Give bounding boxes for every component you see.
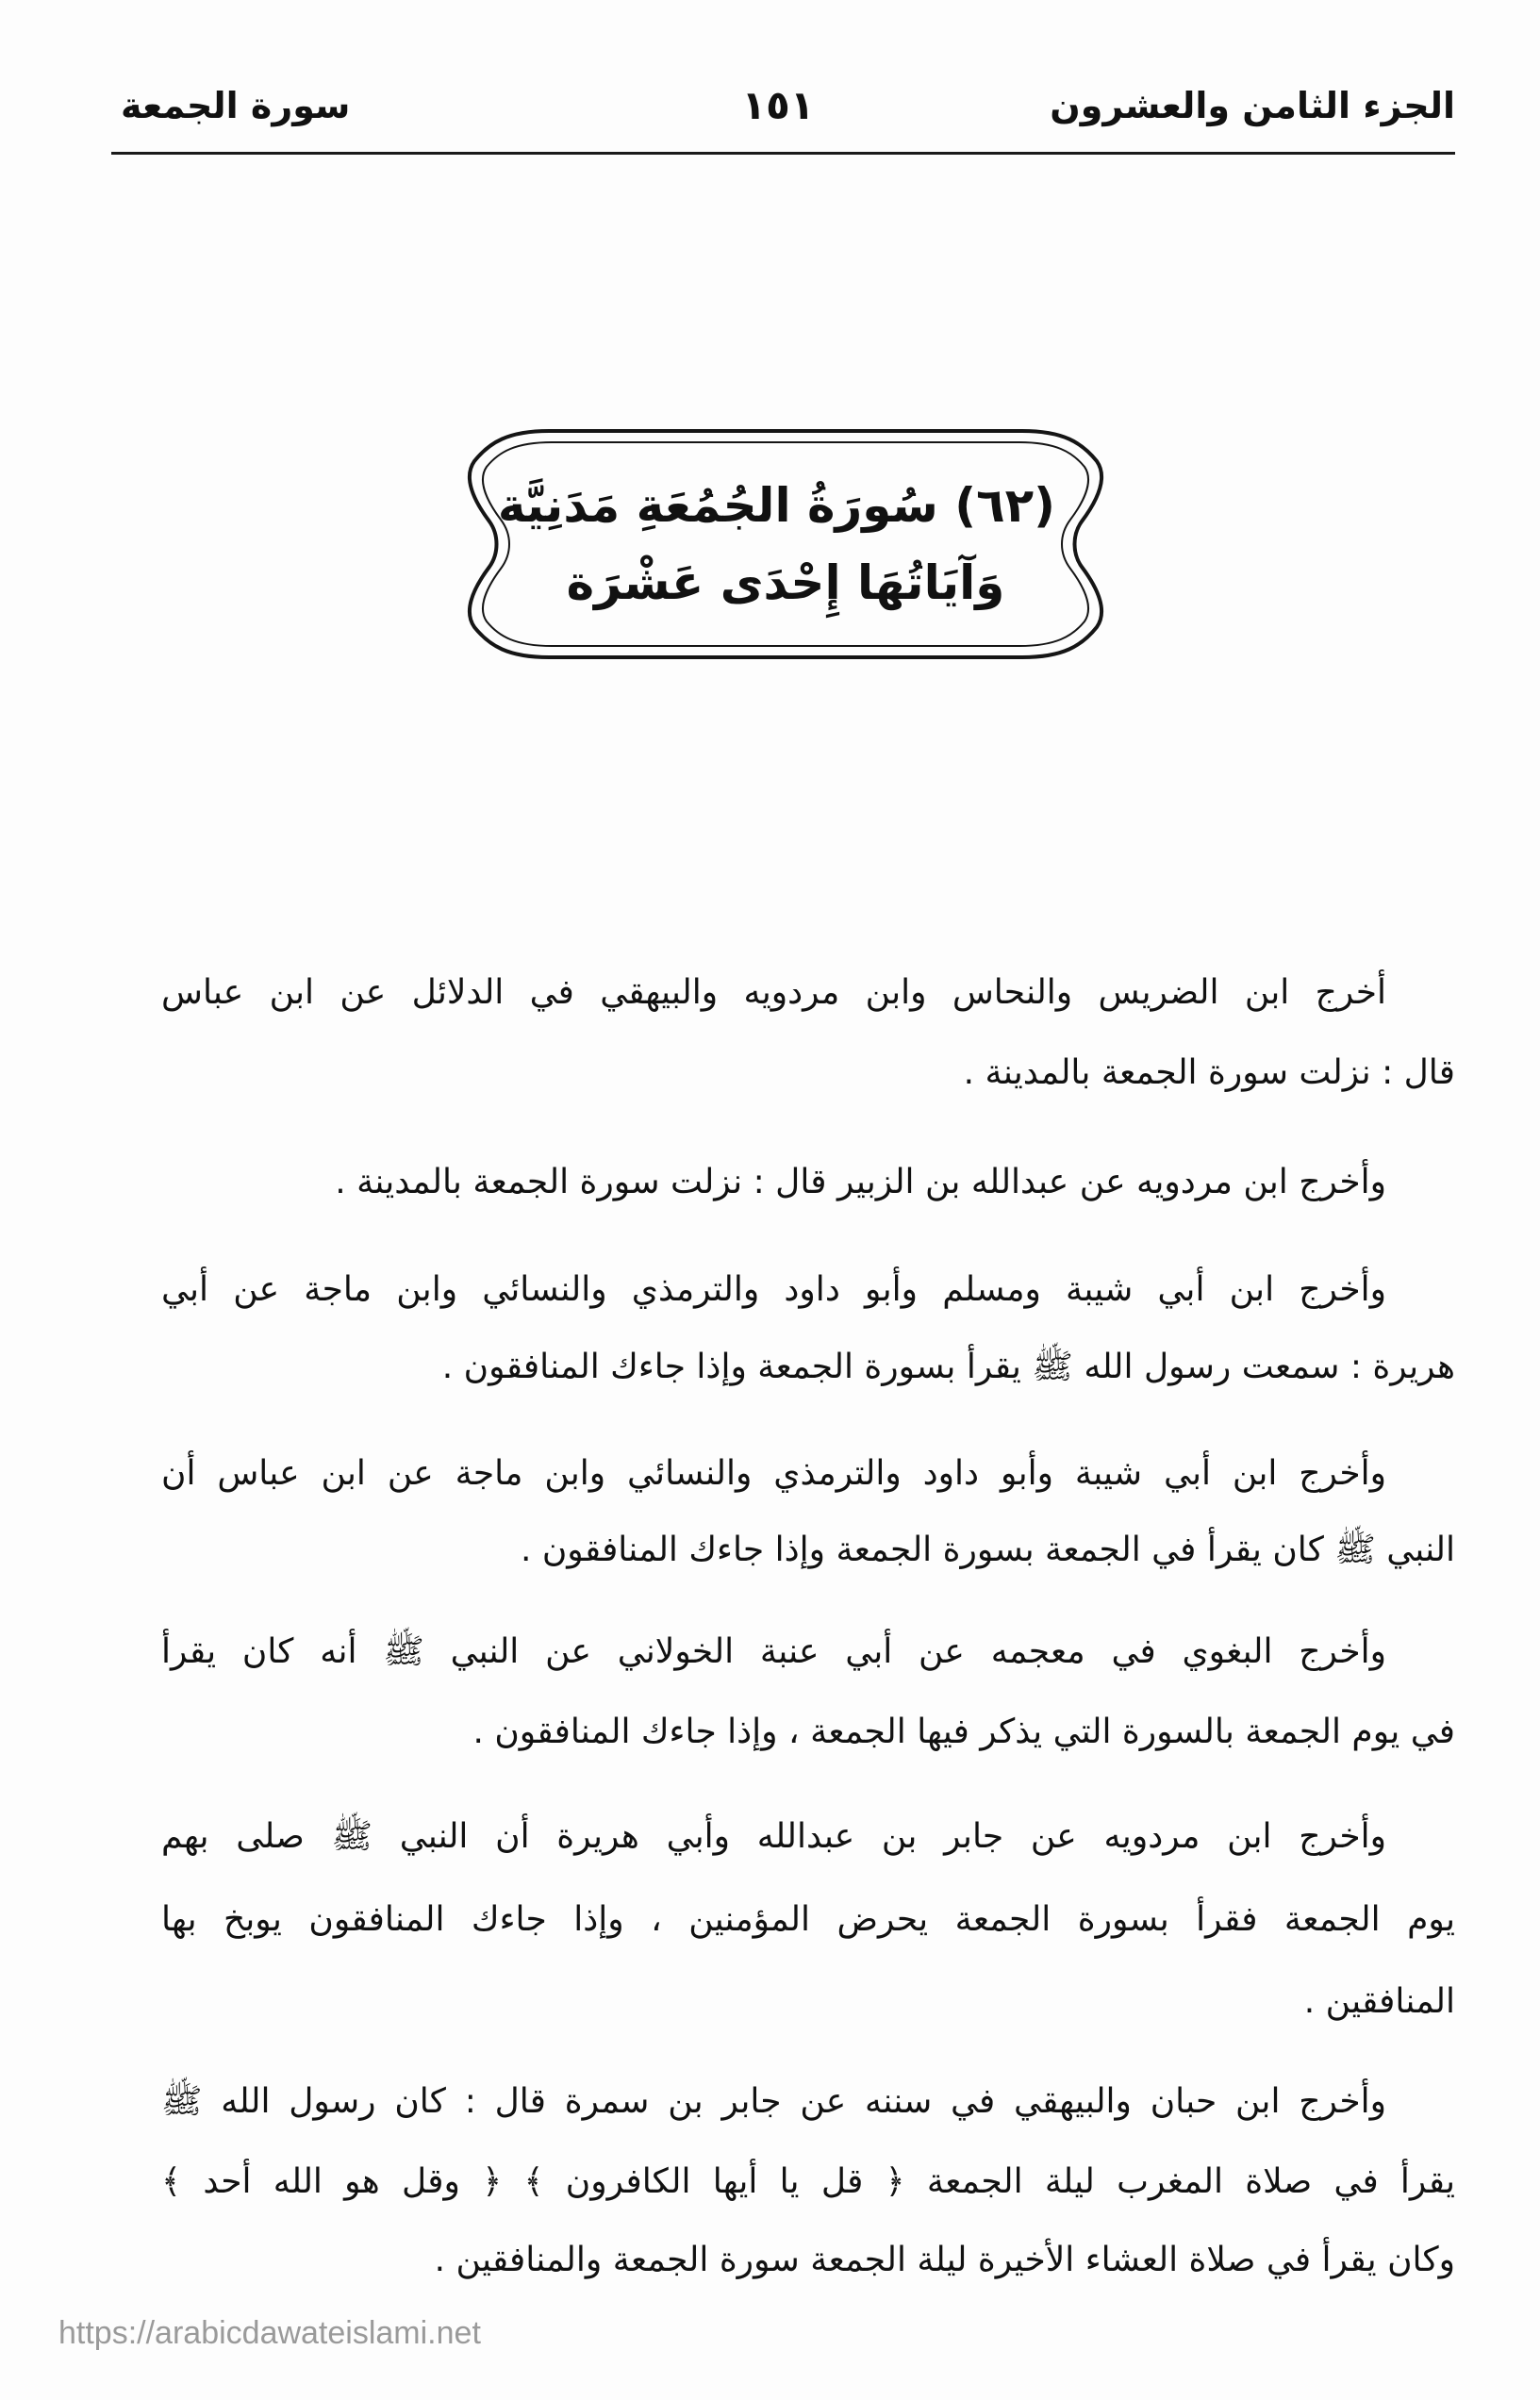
paragraph-3-line-2: هريرة : سمعت رسول الله ﷺ يقرأ بسورة الجمعة وإذا جاءك المنافقون . [441,1348,1455,1386]
surah-verse-count: وَآيَاتُهَا إِحْدَى عَشْرَة [566,555,1005,610]
paragraph-7-line-2: يقرأ في صلاة المغرب ليلة الجمعة ﴿ قل يا أيها الكافرون ﴾ ﴿ وقل هو الله أحد ﴾ [161,2162,1455,2201]
header-part-label: الجزء الثامن والعشرون [1050,85,1455,126]
paragraph-4-line-1: وأخرج ابن أبي شيبة وأبو داود والترمذي والنسائي وابن ماجة عن ابن عباس أن [161,1454,1386,1493]
paragraph-7-line-1: وأخرج ابن حبان والبيهقي في سننه عن جابر بن سمرة قال : كان رسول الله ﷺ [161,2082,1386,2121]
paragraph-6-line-1: وأخرج ابن مردويه عن جابر بن عبدالله وأبي هريرة أن النبي ﷺ صلى بهم [161,1817,1386,1856]
paragraph-1-line-2: قال : نزلت سورة الجمعة بالمدينة . [963,1053,1455,1092]
paragraph-7-line-3: وكان يقرأ في صلاة العشاء الأخيرة ليلة الجمعة سورة الجمعة والمنافقين . [434,2241,1455,2279]
header-surah-name: سورة الجمعة [121,85,351,126]
paragraph-6-line-2: يوم الجمعة فقرأ بسورة الجمعة يحرض المؤمنين ، وإذا جاءك المنافقون يوبخ بها [161,1900,1455,1939]
paragraph-5-line-1: وأخرج البغوي في معجمه عن أبي عنبة الخولاني عن النبي ﷺ أنه كان يقرأ [161,1632,1386,1671]
paragraph-5-line-2: في يوم الجمعة بالسورة التي يذكر فيها الجمعة ، وإذا جاءك المنافقون . [472,1713,1455,1751]
cartouche-outer-border [470,431,1101,657]
paragraph-4-line-2: النبي ﷺ كان يقرأ في الجمعة بسورة الجمعة وإذا جاءك المنافقون . [520,1531,1455,1569]
paragraph-1-line-1: أخرج ابن الضريس والنحاس وابن مردويه والبيهقي في الدلائل عن ابن عباس [161,973,1386,1012]
paragraph-2-line-1: وأخرج ابن مردويه عن عبدالله بن الزبير قال : نزلت سورة الجمعة بالمدينة . [335,1163,1386,1201]
header-divider [111,152,1455,155]
surah-title: (٦٢) سُورَةُ الجُمُعَةِ مَدَنِيَّة [497,478,1055,533]
page-number: ١٥١ [741,82,815,128]
paragraph-6-line-3: المنافقين . [1303,1982,1455,2021]
source-watermark: https://arabicdawateislami.net [58,2315,481,2351]
surah-title-cartouche [459,423,1112,665]
cartouche-frame [459,423,1112,665]
paragraph-3-line-1: وأخرج ابن أبي شيبة ومسلم وأبو داود والترمذي والنسائي وابن ماجة عن أبي [161,1270,1386,1309]
